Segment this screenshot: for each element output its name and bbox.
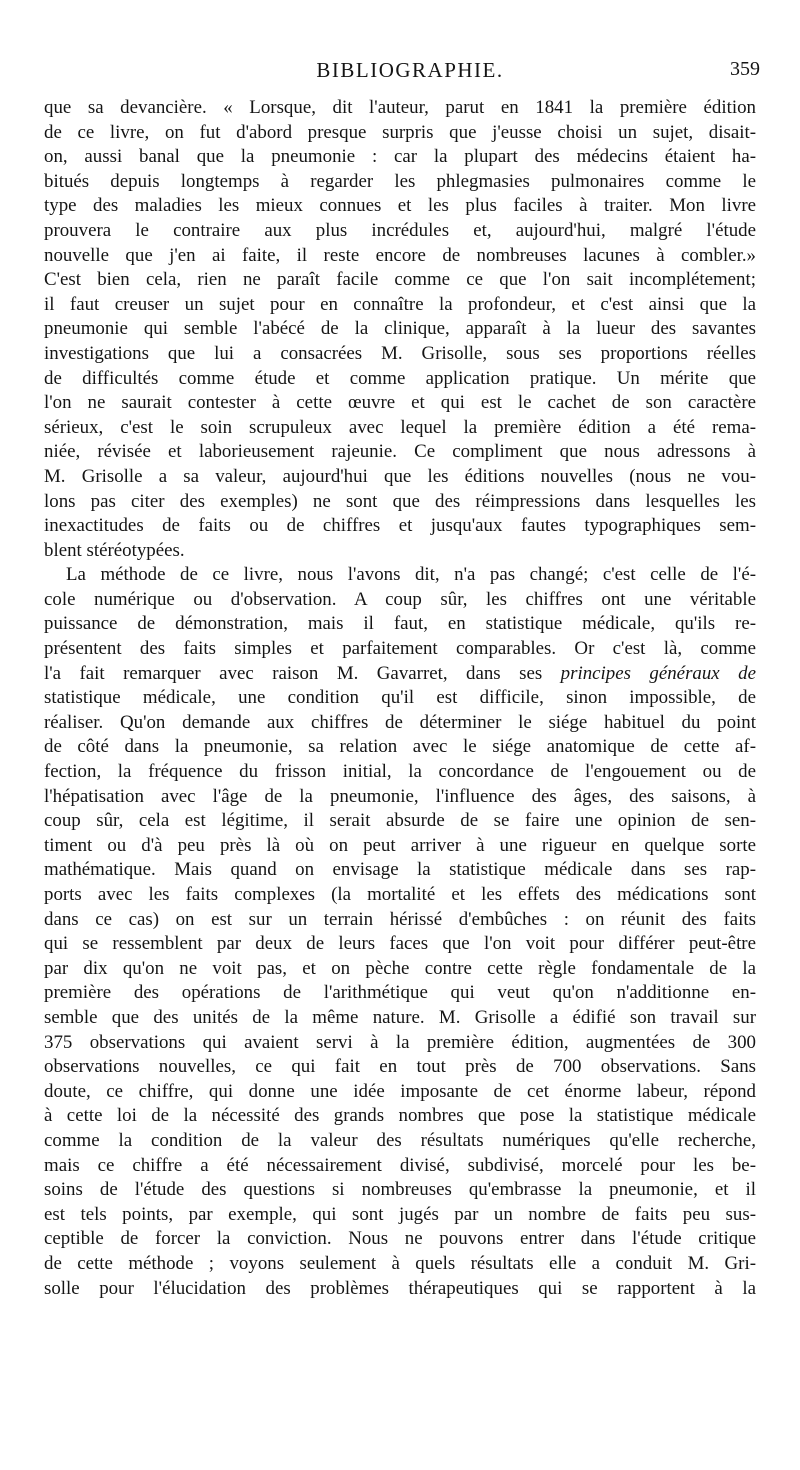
text-line: comme la condition de la valeur des résultats numériques qu'elle recherche,	[44, 1129, 756, 1151]
text-line: dans ce cas) on est sur un terrain hérissé d'embûches : on réunit des faits	[44, 908, 756, 930]
text-line: que sa devancière. « Lorsque, dit l'auteur, parut en 1841 la première édition	[44, 97, 756, 118]
text-line: M. Grisolle a sa valeur, aujourd'hui que les éditions nouvelles (nous ne vou-	[44, 465, 756, 487]
text-line: fection, la fréquence du frisson initial, la concordance de l'engouement ou de	[44, 761, 756, 783]
text-line: ports avec les faits complexes (la mortalité et les effets des médications sont	[44, 884, 756, 905]
text-line: par dix qu'on ne voit pas, et on pèche contre cette règle fondamentale de la	[44, 957, 756, 979]
text-line: doute, ce chiffre, qui donne une idée imposante de cet énorme labeur, répond	[44, 1080, 756, 1102]
body-text	[44, 96, 756, 1301]
text-line: à cette loi de la nécessité des grands nombres que pose la statistique médicale	[44, 1105, 756, 1127]
text-line: cole numérique ou d'observation. A coup sûr, les chiffres ont une véritable	[44, 588, 756, 610]
text-line: puissance de démonstration, mais il faut, en statistique médicale, qu'ils re-	[44, 613, 756, 635]
text-line: type des maladies les mieux connues et les plus faciles à traiter. Mon livre	[44, 195, 756, 217]
text-line: présentent des faits simples et parfaitement comparables. Or c'est là, comme	[44, 638, 756, 660]
text-line: sérieux, c'est le soin scrupuleux avec lequel la première édition a été rema-	[44, 416, 756, 438]
text-line: prouvera le contraire aux plus incrédules et, aujourd'hui, malgré l'étude	[44, 219, 756, 241]
text-line: bitués depuis longtemps à regarder les phlegmasies pulmonaires comme le	[44, 170, 756, 192]
text-line: de cette méthode ; voyons seulement à quels résultats elle a conduit M. Gri-	[44, 1252, 756, 1274]
text-line: est tels points, par exemple, qui sont jugés par un nombre de faits peu sus-	[44, 1203, 756, 1225]
text-line: C'est bien cela, rien ne paraît facile comme ce que l'on sait incomplétement;	[44, 269, 756, 291]
text-line: réaliser. Qu'on demande aux chiffres de déterminer le siége habituel du point	[44, 711, 756, 733]
text-line: première des opérations de l'arithmétique qui veut qu'on n'additionne en-	[44, 982, 756, 1004]
text-line: coup sûr, cela est légitime, il serait absurde de se faire une opinion de sen-	[44, 810, 756, 832]
text-line: de côté dans la pneumonie, sa relation avec le siége anatomique de cette af-	[44, 736, 756, 758]
text-line: l'hépatisation avec l'âge de la pneumonie, l'influence des âges, des saisons, à	[44, 785, 756, 807]
text-line: observations nouvelles, ce qui fait en tout près de 700 observations. Sans	[44, 1056, 756, 1078]
text-line: de ce livre, on fut d'abord presque surpris que j'eusse choisi un sujet, disait-	[44, 121, 756, 143]
text-line: soins de l'étude des questions si nombreuses qu'embrasse la pneumonie, et il	[44, 1179, 756, 1201]
text-line: il faut creuser un sujet pour en connaître la profondeur, et c'est ainsi que la	[44, 293, 756, 315]
text-line: ceptible de forcer la conviction. Nous ne pouvons entrer dans l'étude critique	[44, 1228, 756, 1250]
text-line: blent stéréotypées.	[44, 539, 185, 561]
running-title: BIBLIOGRAPHIE.	[316, 58, 504, 82]
text-line: on, aussi banal que la pneumonie : car la plupart des médecins étaient ha-	[44, 146, 756, 168]
text-line: qui se ressemblent par deux de leurs faces que l'on voit pour différer peut-être	[44, 933, 756, 955]
text-line: pneumonie qui semble l'abécé de la clinique, apparaît à la lueur des savantes	[44, 318, 756, 340]
text-line: 375 observations qui avaient servi à la première édition, augmentées de 300	[44, 1031, 756, 1053]
text-line: de difficultés comme étude et comme application pratique. Un mérite que	[44, 367, 756, 389]
text-line: timent ou d'à peu près là où on peut arriver à une rigueur en quelque sorte	[44, 834, 756, 856]
page-number: 359	[730, 58, 760, 80]
italic-phrase: principes généraux de	[560, 662, 756, 684]
text-line: lons pas citer des exemples) ne sont que des réimpressions dans lesquelles les	[44, 490, 756, 512]
text-line-with-italic	[44, 662, 756, 687]
text-line: nouvelle que j'en ai faite, il reste encore de nombreuses lacunes à combler.»	[44, 244, 756, 266]
line-text: l'a fait remarquer avec raison M. Gavarret, dans ses	[44, 662, 543, 684]
text-line: semble que des unités de la même nature. M. Grisolle a édifié son travail sur	[44, 1006, 756, 1028]
text-line: niée, révisée et laborieusement rajeunie. Ce compliment que nous adressons à	[44, 441, 756, 463]
text-line: mathématique. Mais quand on envisage la statistique médicale dans ses rap-	[44, 859, 756, 881]
text-line: solle pour l'élucidation des problèmes thérapeutiques qui se rapportent à la	[44, 1277, 756, 1299]
running-head	[60, 58, 760, 88]
text-line: mais ce chiffre a été nécessairement divisé, subdivisé, morcelé pour les be-	[44, 1154, 756, 1176]
text-line: investigations que lui a consacrées M. Grisolle, sous ses proportions réelles	[44, 342, 756, 364]
text-line: inexactitudes de faits ou de chiffres et jusqu'aux fautes typographiques sem-	[44, 515, 756, 537]
text-line: l'on ne saurait contester à cette œuvre et qui est le cachet de son caractère	[44, 392, 756, 414]
text-line: La méthode de ce livre, nous l'avons dit, n'a pas changé; c'est celle de l'é-	[66, 564, 756, 586]
text-line: statistique médicale, une condition qu'il est difficile, sinon impossible, de	[44, 687, 756, 709]
